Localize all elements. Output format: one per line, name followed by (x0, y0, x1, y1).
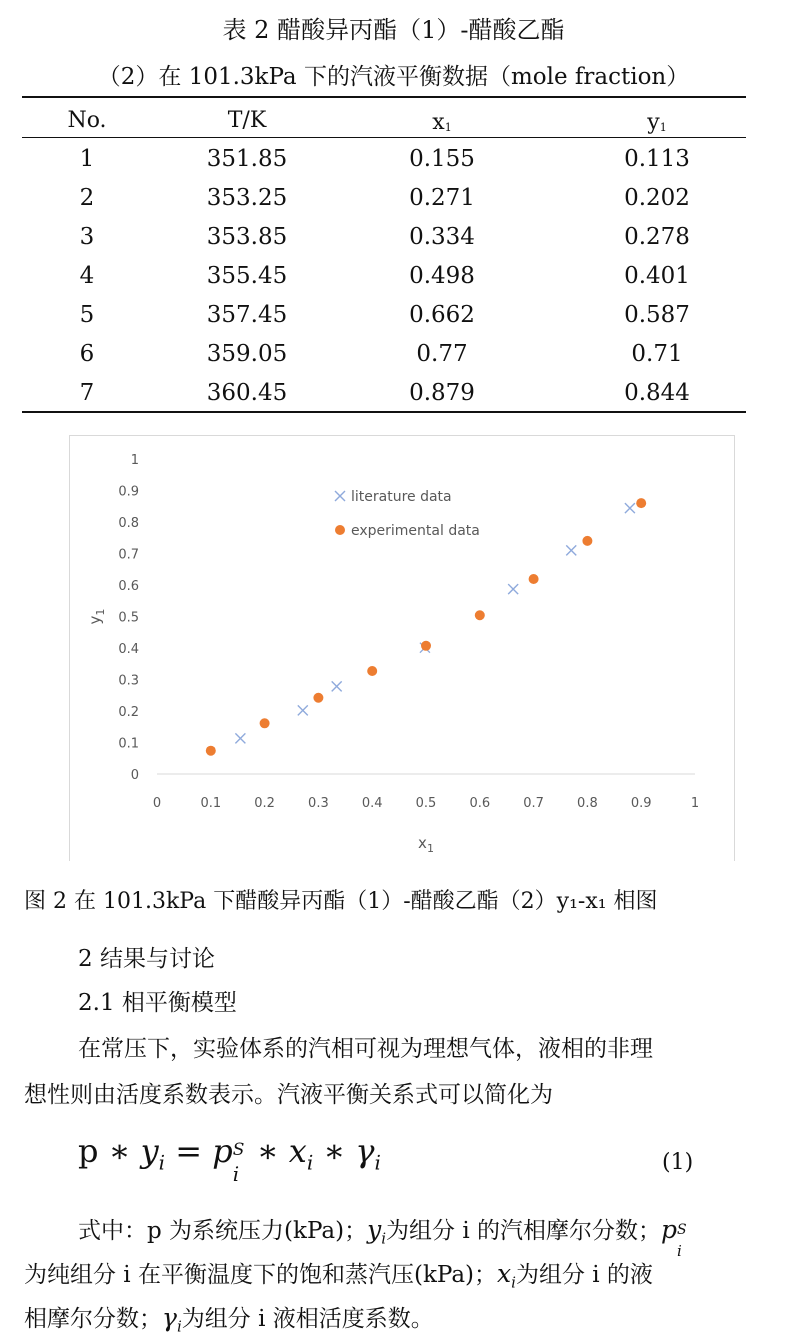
row-number: 6 (79, 341, 95, 367)
y-tick-label: 0.2 (118, 705, 139, 720)
x-tick-label: 0.2 (254, 796, 275, 811)
x1-cell: 0.334 (409, 224, 475, 250)
literature-point (508, 584, 518, 594)
experimental-point (529, 574, 539, 584)
y-tick-label: 0.4 (118, 642, 139, 657)
row-number: 5 (79, 302, 95, 328)
table-header-rule (22, 137, 746, 138)
subsection-heading: 2.1 相平衡模型 (78, 990, 237, 1016)
y-tick-label: 0.5 (118, 610, 139, 626)
literature-point (566, 545, 576, 555)
equation-1: p ∗ $y_i = p$ S i ∗ $x_i$ ∗ $\gamma_i$ (78, 1132, 381, 1186)
legend-literature-marker (335, 491, 345, 501)
explanation-line1: 式中：p 为系统压力(kPa)；$y_i$为组分 i 的汽相摩尔分数；p S i (78, 1215, 687, 1260)
y-tick-label: 0.7 (118, 547, 139, 563)
row-number: 1 (79, 146, 95, 172)
y1-cell: 0.202 (624, 185, 690, 211)
literature-point (332, 681, 342, 691)
y-tick-label: 0.6 (118, 579, 139, 594)
temperature-cell: 360.45 (206, 380, 288, 406)
table-bottom-rule (22, 411, 746, 413)
header-x1: x1 (432, 110, 452, 135)
x-tick-label: 0.5 (415, 796, 437, 811)
x-axis-title: $x_1$ (418, 834, 434, 855)
chart-svg (70, 436, 734, 861)
experimental-point (206, 746, 216, 756)
x1-cell: 0.879 (409, 380, 475, 406)
x-tick-label: 0.3 (308, 796, 329, 811)
legend-experimental-label: experimental data (351, 523, 480, 539)
literature-point (298, 705, 308, 715)
y-tick-label: 1 (130, 453, 139, 468)
x-tick-label: 0 (152, 796, 162, 811)
y1-cell: 0.113 (624, 146, 690, 172)
x-tick-label: 1 (690, 796, 700, 811)
experimental-point (636, 498, 646, 508)
y1-cell: 0.278 (624, 224, 690, 250)
x1-cell: 0.498 (409, 263, 475, 289)
y1-cell: 0.71 (631, 341, 683, 367)
temperature-cell: 355.45 (206, 263, 288, 289)
y-tick-label: 0 (130, 768, 139, 783)
temperature-cell: 357.45 (206, 302, 288, 328)
table-caption-line1: 表 2 醋酸异丙酯（1）-醋酸乙酯 (222, 16, 565, 44)
paragraph-line: 在常压下，实验体系的汽相可视为理想气体，液相的非理 (78, 1036, 653, 1062)
row-number: 4 (79, 263, 95, 289)
table-top-rule (22, 96, 746, 98)
x-tick-label: 0.1 (200, 796, 222, 811)
x-tick-label: 0.9 (630, 796, 652, 811)
experimental-point (260, 718, 270, 728)
temperature-cell: 359.05 (206, 341, 288, 367)
experimental-point (313, 693, 323, 703)
figure-caption: 图 2 在 101.3kPa 下醋酸异丙酯（1）-醋酸乙酯（2）y₁-x₁ 相图 (24, 889, 658, 914)
legend-experimental-marker (335, 525, 345, 535)
y1-cell: 0.587 (624, 302, 690, 328)
paragraph-line: 想性则由活度系数表示。汽液平衡关系式可以简化为 (24, 1082, 553, 1108)
experimental-point (367, 666, 377, 676)
x1-cell: 0.271 (409, 185, 475, 211)
experimental-point (421, 641, 431, 651)
y1-cell: 0.844 (624, 380, 690, 406)
y-tick-label: 0.3 (118, 673, 139, 689)
header-y1: y1 (647, 110, 667, 135)
yx-phase-diagram (69, 435, 735, 861)
x-tick-label: 0.4 (361, 796, 383, 811)
row-number: 2 (79, 185, 95, 211)
x-tick-label: 0.8 (577, 796, 598, 811)
explanation-line2: 为纯组分 i 在平衡温度下的饱和蒸汽压(kPa)；$x_i$为组分 i 的液 (24, 1259, 653, 1292)
header-temperature: T/K (227, 108, 267, 133)
x1-cell: 0.662 (409, 302, 475, 328)
table-caption-line2: （2）在 101.3kPa 下的汽液平衡数据（mole fraction） (97, 64, 690, 90)
explanation-line3: 相摩尔分数；$\gamma_i$为组分 i 液相活度系数。 (24, 1303, 434, 1336)
literature-point (235, 733, 245, 743)
y-axis-title: $y_1$ (86, 608, 107, 625)
row-number: 3 (79, 224, 95, 250)
y-tick-label: 0.8 (118, 516, 139, 531)
legend-literature-label: literature data (351, 489, 452, 505)
y1-cell: 0.401 (624, 263, 690, 289)
header-no: No. (67, 108, 107, 133)
row-number: 7 (79, 380, 95, 406)
experimental-point (582, 536, 592, 546)
temperature-cell: 353.85 (206, 224, 288, 250)
x1-cell: 0.155 (409, 146, 475, 172)
x1-cell: 0.77 (416, 341, 468, 367)
literature-point (625, 503, 635, 513)
equation-number: (1) (662, 1150, 694, 1175)
section-heading: 2 结果与讨论 (78, 946, 215, 972)
temperature-cell: 351.85 (206, 146, 288, 172)
experimental-point (475, 610, 485, 620)
x-tick-label: 0.7 (523, 796, 544, 811)
temperature-cell: 353.25 (206, 185, 288, 211)
y-tick-label: 0.1 (118, 736, 139, 752)
x-tick-label: 0.6 (469, 796, 491, 811)
y-tick-label: 0.9 (118, 484, 139, 500)
